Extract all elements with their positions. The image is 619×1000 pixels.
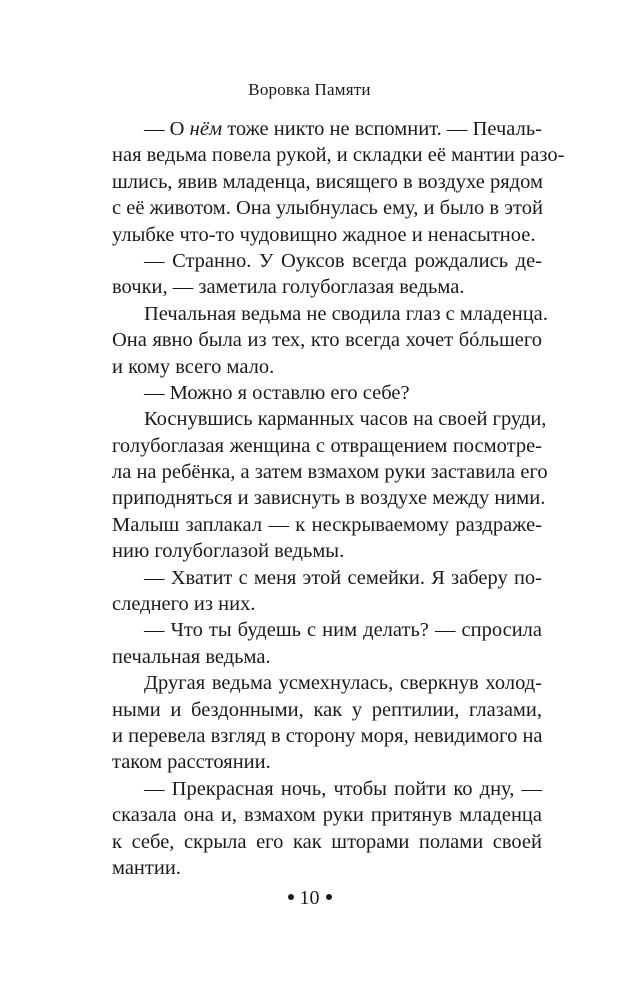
page-number-value: 10 (299, 887, 320, 909)
paragraph-9-line-2: сказала она и, взмахом руки притянув младенца (112, 804, 542, 827)
emphasis-text: нём (189, 118, 223, 140)
paragraph-6-line-1: — Хватит с меня этой семейки. Я заберу по- (144, 566, 542, 589)
paragraph-4-line-1: — Можно я оставлю его себе? (144, 381, 410, 404)
bullet-icon (326, 894, 332, 900)
paragraph-9-line-3: к себе, скрыла его как шторами полами своей (112, 830, 542, 853)
body-text (112, 116, 565, 881)
paragraph-9-line-4: мантии. (112, 856, 181, 879)
paragraph-7-line-1: — Что ты будешь с ним делать? — спросила (144, 619, 542, 642)
paragraph-8-line-3: и перевела взгляд в сторону моря, невидимого на (112, 724, 543, 747)
paragraph-3-line-3: и кому всего мало. (112, 355, 275, 378)
page-number (0, 887, 619, 910)
paragraph-2-line-1: — Странно. У Оуксов всегда рождались де- (144, 249, 542, 272)
running-header: Воровка Памяти (248, 80, 371, 99)
paragraph-5-line-6: нию голубоглазой ведьмы. (112, 540, 345, 563)
paragraph-8-line-1: Другая ведьма усмехнулась, сверкнув холод- (144, 672, 542, 695)
paragraph-1-line-4: с её животом. Она улыбнулась ему, и было в этой (112, 197, 543, 220)
paragraph-1-line-5: улыбке что-то чудовищно жадное и ненасытное. (112, 223, 536, 246)
paragraph-2-line-2: вочки, — заметила голубоглазая ведьма. (112, 276, 465, 299)
paragraph-5-line-2: голубоглазая женщина с отвращением посмотре- (112, 434, 542, 457)
bullet-icon (288, 894, 294, 900)
paragraph-5-line-4: приподняться и зависнуть в воздухе между ними. (112, 487, 546, 510)
paragraph-5-line-5: Малыш заплакал — к нескрываемому раздраже- (112, 513, 542, 536)
paragraph-5-line-1: Коснувшись карманных часов на своей груди, (144, 408, 547, 431)
paragraph-1-line-2: ная ведьма повела рукой, и складки её мантии разо- (112, 144, 565, 167)
paragraph-3-line-1: Печальная ведьма не сводила глаз с младенца. (144, 302, 548, 325)
text-span: — О (144, 118, 190, 140)
paragraph-1-line-3: шлись, явив младенца, висящего в воздухе рядом (112, 170, 543, 193)
text-span: тоже никто не вспомнит. — Печаль- (222, 118, 542, 140)
paragraph-3-line-2: Она явно была из тех, кто всегда хочет бóльшего (112, 329, 542, 352)
paragraph-7-line-2: печальная ведьма. (112, 645, 271, 668)
paragraph-6-line-2: следнего из них. (112, 593, 256, 616)
paragraph-8-line-2: ными и бездонными, как у рептилии, глазами, (112, 698, 542, 721)
paragraph-5-line-3: ла на ребёнка, а затем взмахом руки заставила его (112, 461, 548, 484)
paragraph-8-line-4: таком расстоянии. (112, 751, 271, 774)
paragraph-9-line-1: — Прекрасная ночь, чтобы пойти ко дну, — (144, 777, 542, 800)
paragraph-1-line-1 (112, 116, 542, 142)
